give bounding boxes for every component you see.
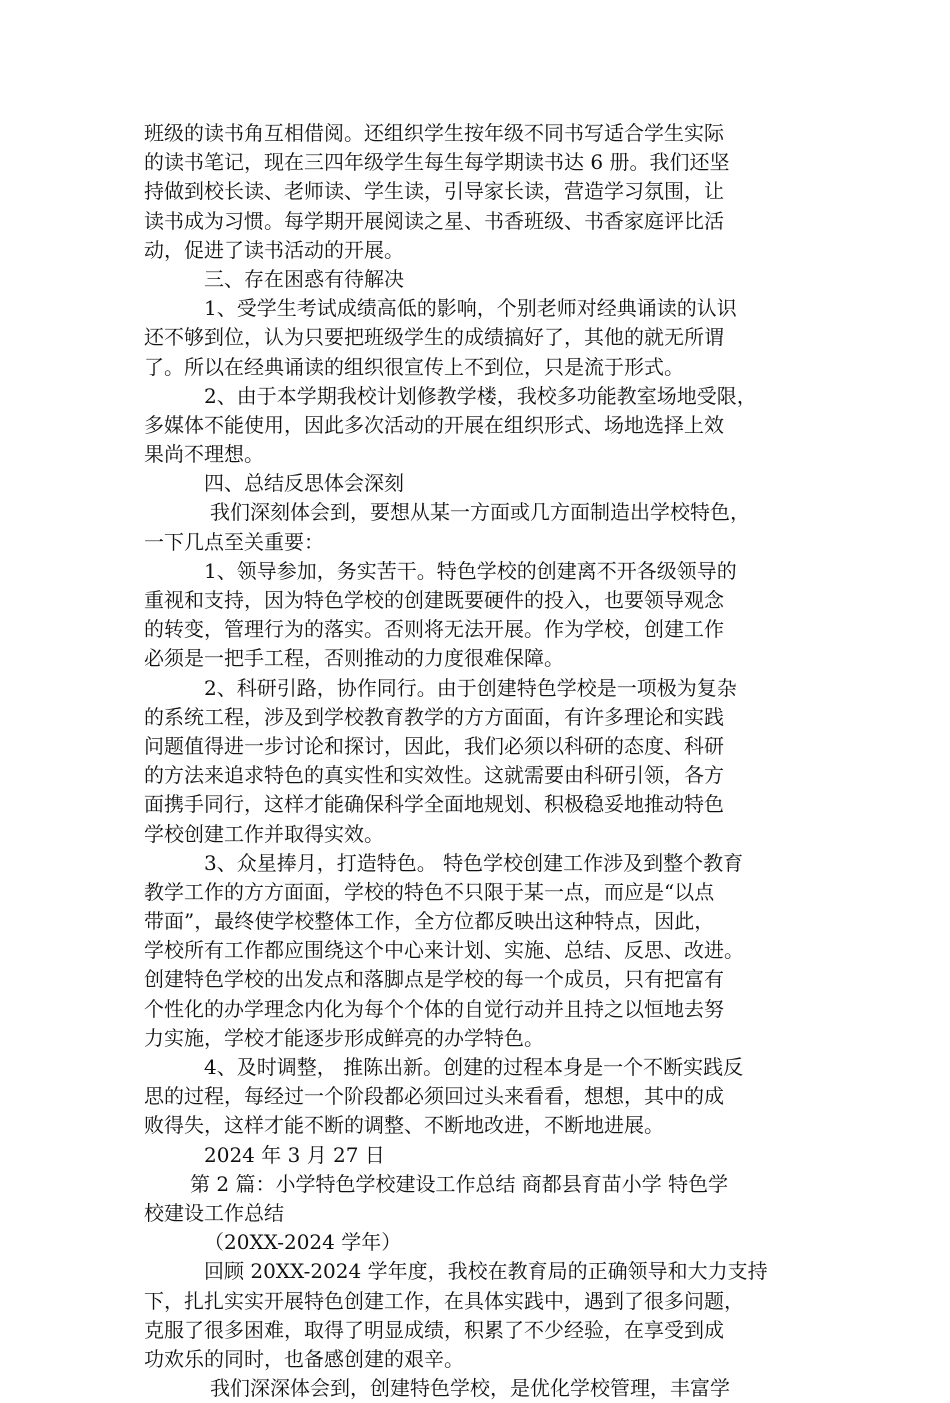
text-line: 回顾 20XX-2024 学年度，我校在教育局的正确领导和大力支持 <box>204 1259 768 1284</box>
text-line: 学校所有工作都应围绕这个中心来计划、实施、总结、反思、改进。 <box>144 938 744 963</box>
text-line: 了。所以在经典诵读的组织很宣传上不到位，只是流于形式。 <box>144 354 684 379</box>
text-line: 问题值得进一步讨论和探讨，因此，我们必须以科研的态度、科研 <box>144 733 724 758</box>
text-line: 思的过程，每经过一个阶段都必须回过头来看看，想想，其中的成 <box>144 1084 724 1109</box>
text-line: 带面”，最终使学校整体工作，全方位都反映出这种特点，因此， <box>144 909 715 934</box>
text-line: 重视和支持，因为特色学校的创建既要硬件的投入，也要领导观念 <box>144 588 724 612</box>
text-line: 的方法来追求特色的真实性和实效性。这就需要由科研引领，各方 <box>144 763 724 788</box>
text-line: 四、总结反思体会深刻 <box>204 471 404 496</box>
text-line: 的系统工程，涉及到学校教育教学的方方面面，有许多理论和实践 <box>144 704 724 729</box>
text-line: 多媒体不能使用，因此多次活动的开展在组织形式、场地选择上效 <box>144 412 724 437</box>
text-line: 创建特色学校的出发点和落脚点是学校的每一个成员，只有把富有 <box>144 967 724 992</box>
text-line: 的转变，管理行为的落实。否则将无法开展。作为学校，创建工作 <box>144 617 724 642</box>
text-line: 2、科研引路，协作同行。由于创建特色学校是一项极为复杂 <box>204 675 737 700</box>
text-line: 学校创建工作并取得实效。 <box>144 821 384 846</box>
text-line: 一下几点至关重要： <box>144 529 324 554</box>
text-line: 班级的读书角互相借阅。还组织学生按年级不同书写适合学生实际 <box>144 121 724 145</box>
text-line: 三、存在困惑有待解决 <box>204 266 404 291</box>
text-line: 克服了很多困难，取得了明显成绩，积累了不少经验，在享受到成 <box>144 1317 724 1342</box>
text-line: 2024 年 3 月 27 日 <box>204 1142 385 1167</box>
text-line: 必须是一把手工程，否则推动的力度很难保障。 <box>144 646 564 671</box>
text-line: 教学工作的方方面面，学校的特色不只限于某一点，而应是“以点 <box>144 879 715 904</box>
text-line: 校建设工作总结 <box>144 1200 284 1225</box>
text-line: 读书成为习惯。每学期开展阅读之星、书香班级、书香家庭评比活 <box>144 208 724 233</box>
text-line: 1、领导参加，务实苦干。特色学校的创建离不开各级领导的 <box>204 558 737 583</box>
text-line: 我们深刻体会到，要想从某一方面或几方面制造出学校特色， <box>210 500 750 525</box>
text-line: （20XX-2024 学年） <box>204 1230 402 1255</box>
text-line: 败得失，这样才能不断的调整、不断地改进，不断地进展。 <box>144 1113 664 1138</box>
text-line: 3、众星捧月，打造特色。 特色学校创建工作涉及到整个教育 <box>204 850 744 875</box>
text-line: 我们深深体会到，创建特色学校，是优化学校管理，丰富学 <box>210 1376 730 1401</box>
text-line: 功欢乐的同时，也备感创建的艰辛。 <box>144 1346 464 1371</box>
text-line: 第 2 篇：小学特色学校建设工作总结 商都县育苗小学 特色学 <box>190 1171 729 1196</box>
text-line: 1、受学生考试成绩高低的影响，个别老师对经典诵读的认识 <box>204 296 737 321</box>
text-line: 2、由于本学期我校计划修教学楼，我校多功能教室场地受限， <box>204 383 757 408</box>
text-line: 还不够到位，认为只要把班级学生的成绩搞好了，其他的就无所谓 <box>144 325 724 350</box>
text-line: 持做到校长读、老师读、学生读，引导家长读，营造学习氛围，让 <box>144 179 724 204</box>
text-line: 动，促进了读书活动的开展。 <box>144 237 404 262</box>
text-line: 下，扎扎实实开展特色创建工作，在具体实践中，遇到了很多问题， <box>144 1288 744 1313</box>
text-line: 个性化的办学理念内化为每个个体的自觉行动并且持之以恒地去努 <box>144 996 724 1021</box>
text-line: 力实施，学校才能逐步形成鲜亮的办学特色。 <box>144 1025 544 1050</box>
text-line: 面携手同行，这样才能确保科学全面地规划、积极稳妥地推动特色 <box>144 792 724 817</box>
document-body <box>144 119 824 1403</box>
text-line: 的读书笔记，现在三四年级学生每生每学期读书达 6 册。我们还坚 <box>144 150 730 175</box>
text-line: 4、及时调整， 推陈出新。创建的过程本身是一个不断实践反 <box>204 1055 744 1079</box>
text-line: 果尚不理想。 <box>144 442 264 467</box>
